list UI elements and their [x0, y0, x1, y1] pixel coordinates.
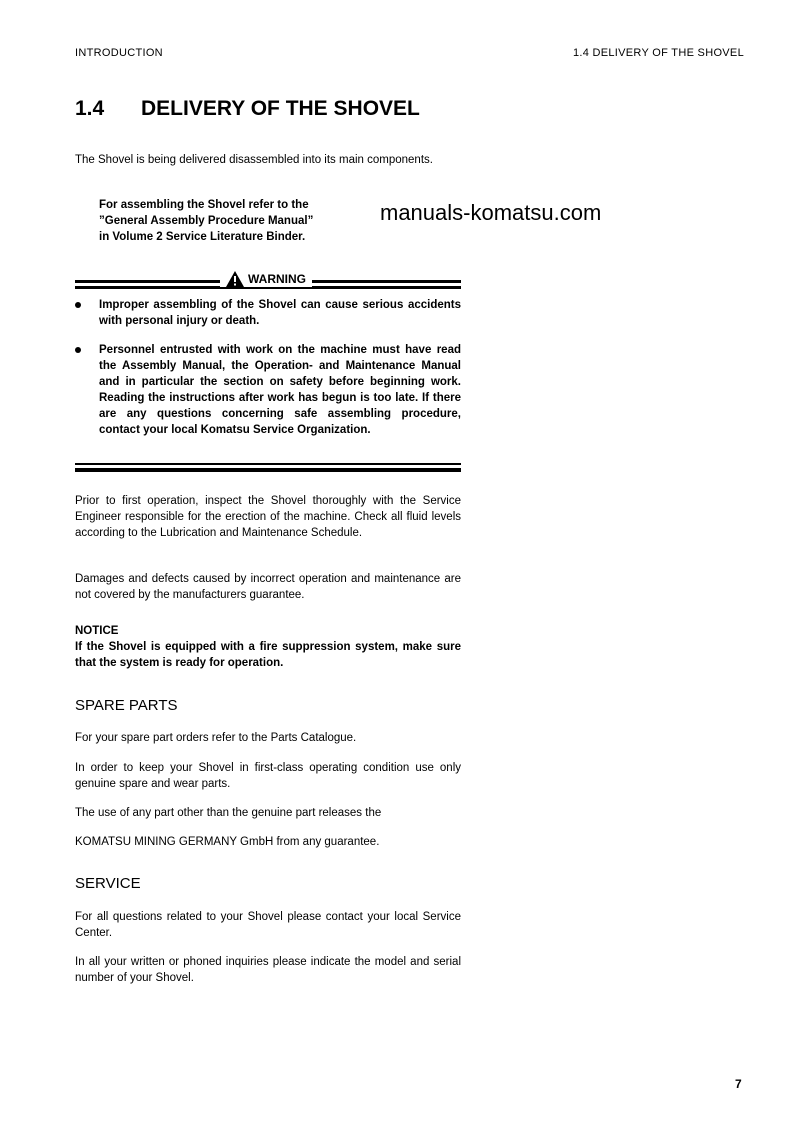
- spare-p1: For your spare part orders refer to the Parts Catalogue.: [75, 732, 357, 744]
- running-header-right: 1.4 DELIVERY OF THE SHOVEL: [572, 47, 744, 59]
- service-p2: In all your written or phoned inquiries please indicate the model and serial number of your Shovel.: [75, 956, 461, 984]
- inspection-paragraph: Prior to first operation, inspect the Shovel thoroughly with the Service Engineer responsible for the erection of the machine. Check all fluid levels according to the Lubrication and Maintenance Schedule.: [75, 495, 461, 539]
- page-title: [75, 97, 420, 121]
- section-title: DELIVERY OF THE SHOVEL: [141, 97, 420, 120]
- service-p1: For all questions related to your Shovel please contact your local Service Center.: [75, 911, 461, 939]
- damages-paragraph: Damages and defects caused by incorrect operation and maintenance are not covered by the manufacturers guarantee.: [75, 573, 461, 601]
- spare-parts-heading: SPARE PARTS: [75, 697, 178, 714]
- warning-item: Improper assembling of the Shovel can cause serious accidents with personal injury or death.: [75, 297, 461, 329]
- notice-title: NOTICE: [75, 625, 119, 637]
- watermark: manuals-komatsu.com: [380, 200, 602, 225]
- note-line: ”General Assembly Procedure Manual”: [99, 215, 314, 227]
- notice-text: If the Shovel is equipped with a fire suppression system, make sure that the system is ready for operation.: [75, 641, 461, 669]
- note-line: in Volume 2 Service Literature Binder.: [99, 231, 306, 243]
- intro-paragraph: The Shovel is being delivered disassembled into its main components.: [75, 154, 433, 166]
- spare-p2: In order to keep your Shovel in first-class operating condition use only genuine spare and wear parts.: [75, 762, 461, 790]
- warning-bottom-rule: [75, 463, 461, 472]
- warning-item: Personnel entrusted with work on the machine must have read the Assembly Manual, the Operation- and Maintenance Manual and in particular the section on safety before beginning work. Reading the instructions after work has begun is too late. If there are any questions concerning safe assembling procedure, contact your local Komatsu Service Organization.: [75, 342, 461, 438]
- spare-p3: The use of any part other than the genuine part releases the: [75, 807, 382, 819]
- page-number: 7: [735, 1077, 742, 1091]
- notice-block: [75, 623, 461, 671]
- running-header-left: INTRODUCTION: [75, 47, 163, 59]
- section-number: 1.4: [75, 97, 105, 120]
- warning-top-rule: [75, 272, 461, 289]
- bullet-icon: [75, 302, 81, 308]
- service-heading: SERVICE: [75, 875, 141, 892]
- warning-triangle-icon: [226, 271, 244, 287]
- spare-p4: KOMATSU MINING GERMANY GmbH from any guarantee.: [75, 836, 380, 848]
- note-line: For assembling the Shovel refer to the: [99, 199, 309, 211]
- warning-label: WARNING: [220, 271, 312, 287]
- assembly-note: [99, 197, 399, 245]
- bullet-icon: [75, 347, 81, 353]
